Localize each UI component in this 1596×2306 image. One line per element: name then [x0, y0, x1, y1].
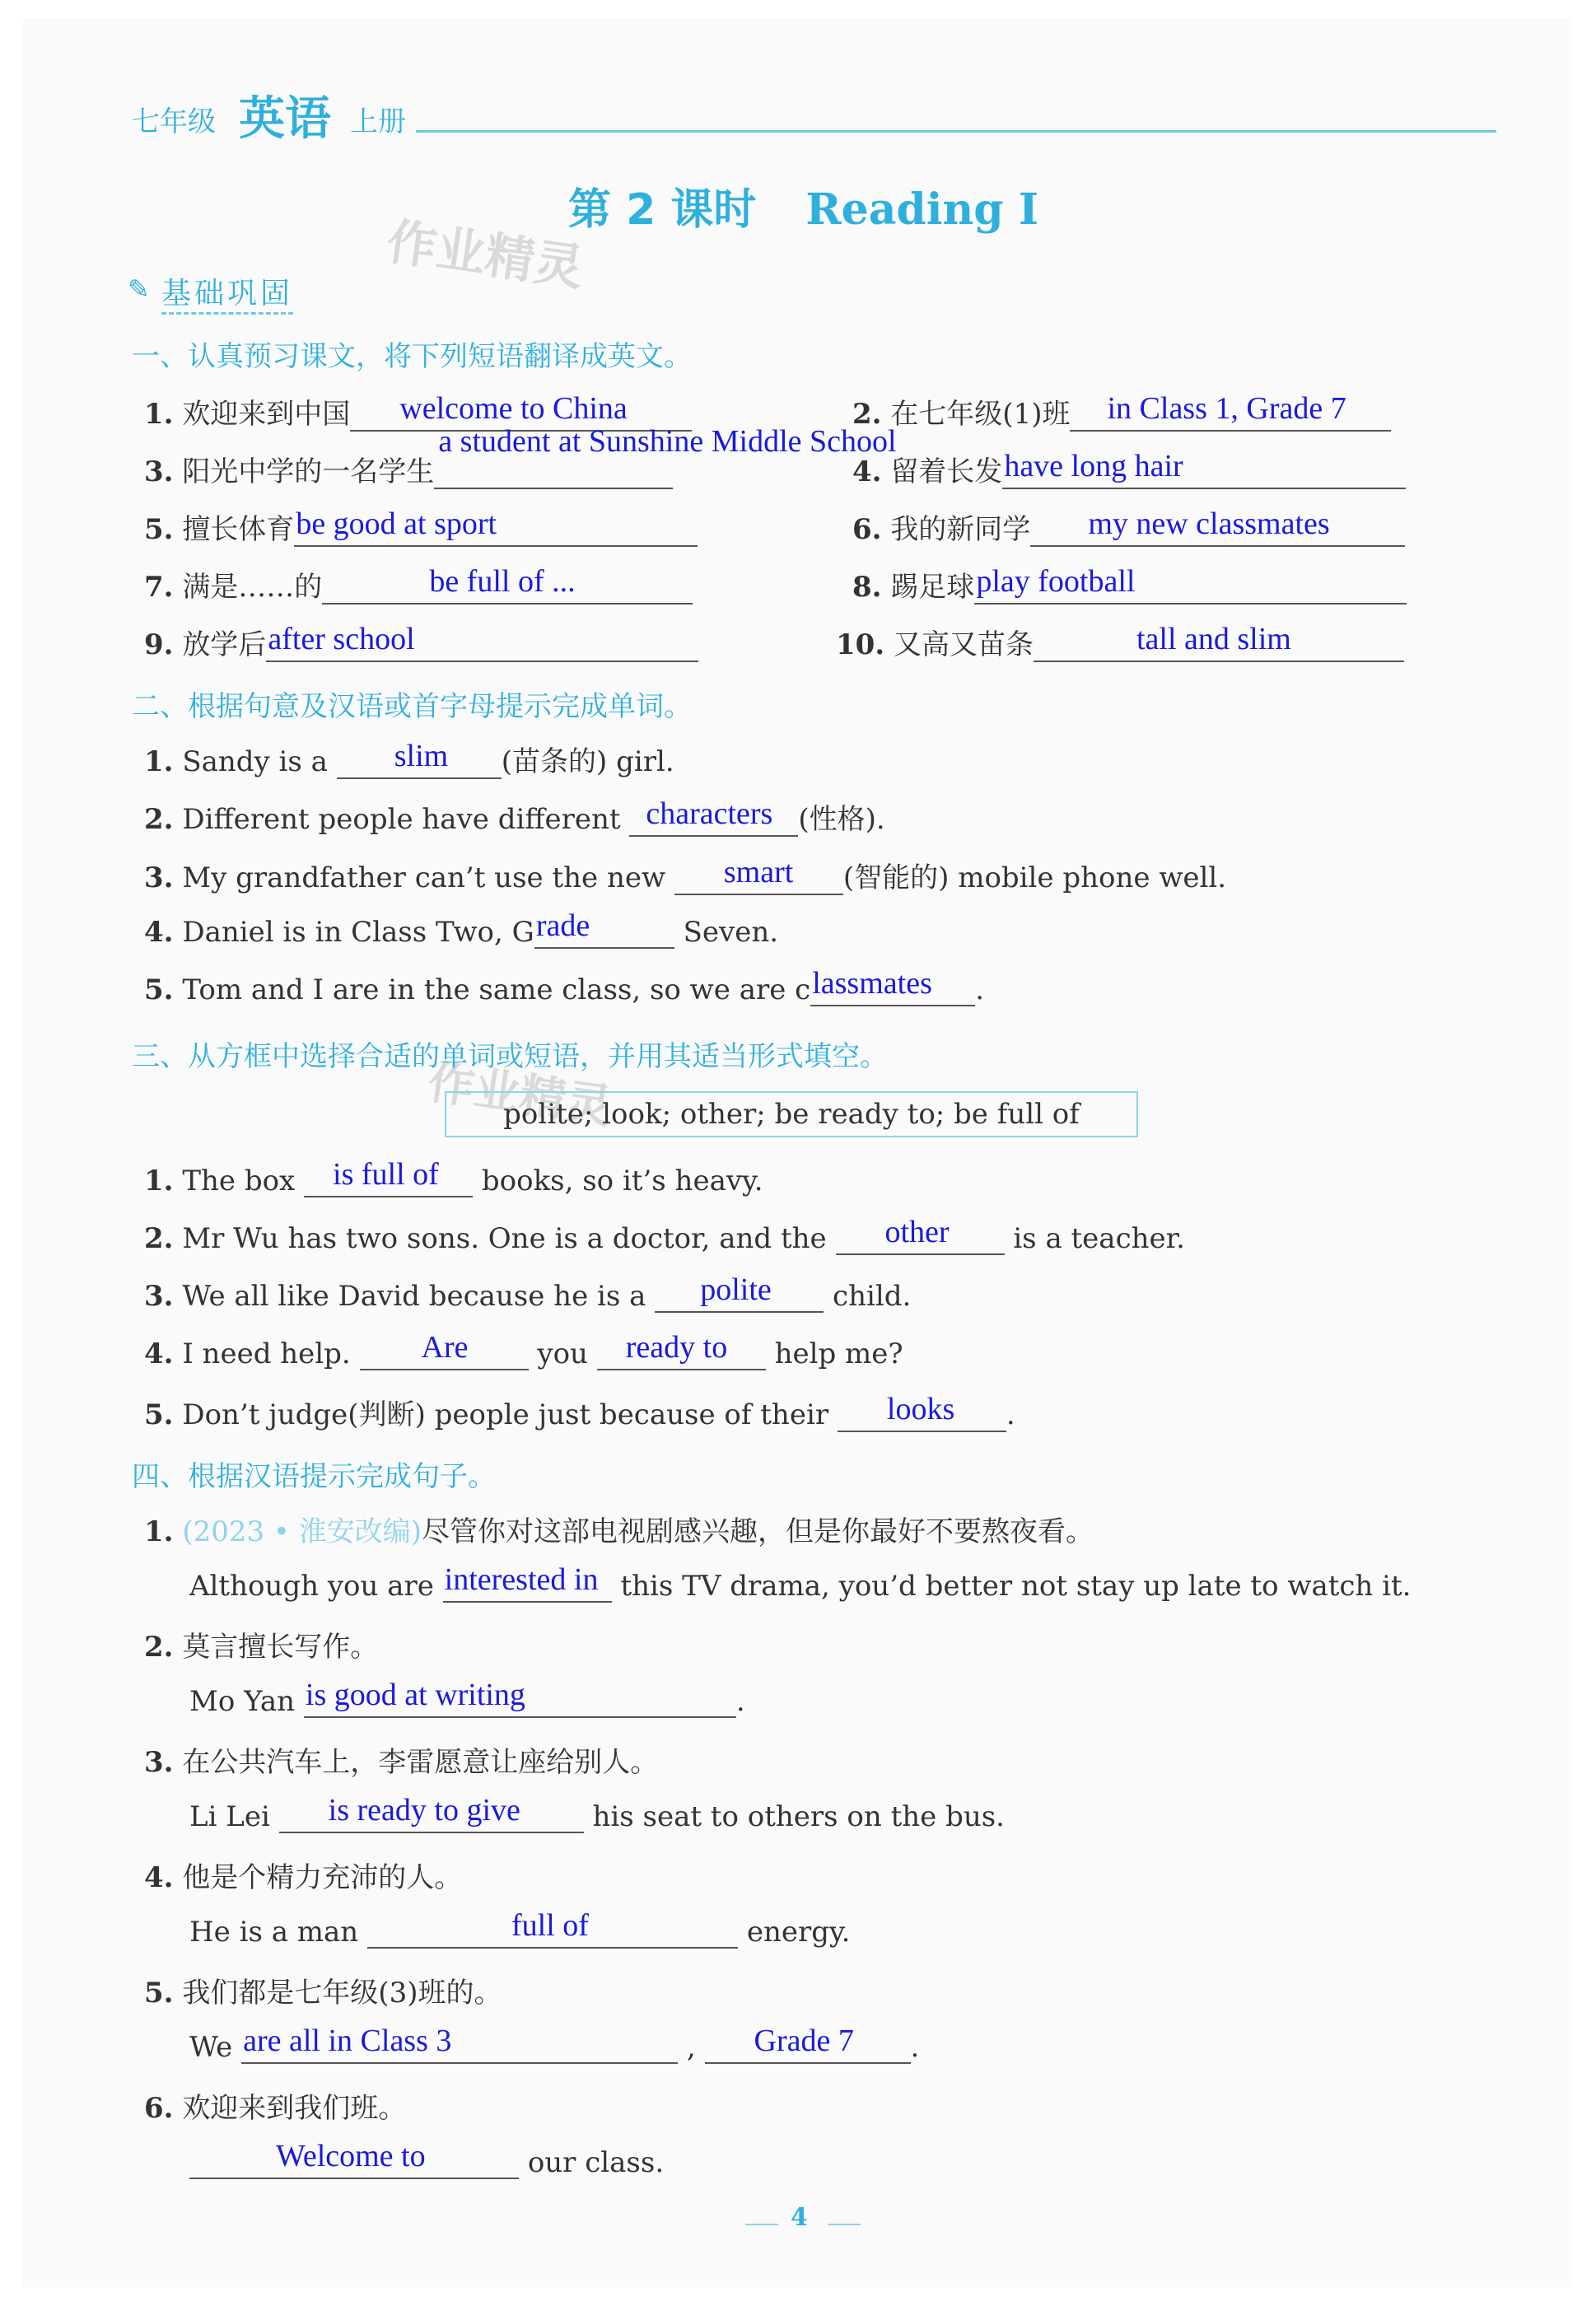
item-prompt: 我的新同学	[890, 513, 1031, 546]
answer-text: lassmates	[812, 966, 932, 1001]
s4-item-1-answer	[189, 1562, 1412, 1603]
answer-blank[interactable]	[443, 1562, 612, 1603]
answer-blank[interactable]	[434, 424, 897, 489]
answer-text: Are	[421, 1330, 469, 1365]
answer-text: slim	[394, 739, 449, 773]
answer-text: is ready to give	[328, 1793, 520, 1828]
item-text: energy.	[746, 1916, 851, 1949]
answer-text: interested in	[444, 1562, 599, 1597]
item-prompt: 我们都是七年级(3)班的。	[182, 1977, 502, 2010]
item-text: ,	[686, 2031, 696, 2064]
item-text: his seat to others on the bus.	[592, 1800, 1005, 1833]
s4-item-5-prompt	[144, 1970, 502, 2010]
page-number-dash-left	[745, 2224, 778, 2225]
s2-item-4	[144, 908, 779, 949]
answer-text: Grade 7	[754, 2024, 854, 2058]
answer-text: is good at writing	[305, 1678, 525, 1712]
header-subject: 英语	[239, 92, 331, 146]
word-bank-box: polite; look; other; be ready to; be full of	[445, 1091, 1138, 1137]
answer-text: a student at Sunshine Middle School	[438, 424, 897, 459]
answer-text: after school	[268, 622, 415, 656]
item-text: Tom and I are in the same class, so we are c	[182, 973, 811, 1006]
item-number: 3.	[144, 861, 174, 894]
item-number: 4.	[144, 1861, 174, 1894]
item-text: (性格).	[798, 803, 885, 836]
s3-item-2	[144, 1215, 1185, 1255]
item-text: .	[1006, 1398, 1015, 1431]
item-number: 7.	[144, 571, 174, 604]
item-prompt: 欢迎来到我们班。	[182, 2092, 407, 2125]
s2-item-1	[144, 739, 674, 779]
section-4-title: 四、根据汉语提示完成句子。	[132, 1460, 496, 1493]
item-text: .	[735, 1685, 745, 1718]
item-text: Different people have different	[182, 803, 621, 836]
s4-item-2-prompt	[144, 1624, 378, 1664]
item-prompt: 阳光中学的一名学生	[182, 455, 435, 488]
s1-item-8	[852, 564, 1407, 605]
answer-text: ready to	[625, 1330, 728, 1365]
item-text: .	[975, 973, 985, 1006]
answer-text: play football	[976, 564, 1136, 599]
item-number: 10.	[836, 628, 885, 661]
watermark-middle: 作业精灵	[424, 1055, 615, 1135]
item-text: Li Lei	[189, 1800, 270, 1833]
s4-item-3-answer	[189, 1793, 1005, 1833]
item-prompt: 放学后	[182, 628, 267, 661]
answer-text: be good at sport	[296, 506, 497, 541]
s4-item-2-answer	[189, 1678, 745, 1718]
item-prompt: 在七年级(1)班	[890, 398, 1071, 431]
answer-blank-2[interactable]	[597, 1330, 766, 1370]
item-text: books, so it’s heavy.	[481, 1165, 763, 1197]
s4-item-4-answer	[189, 1908, 851, 1949]
item-prompt: 擅长体育	[182, 513, 295, 546]
item-prompt: 在公共汽车上，李雷愿意让座给别人。	[182, 1746, 659, 1779]
answer-blank[interactable]	[810, 966, 975, 1006]
s1-item-10	[836, 622, 1404, 662]
s1-item-4	[852, 449, 1406, 489]
lesson-name: Reading Ⅰ	[805, 184, 1039, 235]
item-text: our class.	[527, 2146, 665, 2179]
item-text: He is a man	[189, 1916, 359, 1949]
page-number-dash-right	[828, 2224, 861, 2225]
answer-text: looks	[886, 1392, 955, 1426]
answer-blank[interactable]	[304, 1157, 473, 1197]
item-text: Don’t judge(判断) people just because of their	[182, 1398, 829, 1431]
item-number: 1.	[144, 1165, 174, 1197]
item-number: 5.	[144, 973, 174, 1006]
watermark-top: 作业精灵	[383, 212, 588, 298]
s4-item-3-prompt	[144, 1739, 658, 1780]
s2-item-2	[144, 796, 885, 837]
s1-item-9	[144, 622, 698, 662]
answer-blank[interactable]	[304, 1678, 736, 1718]
item-number: 5.	[144, 1398, 174, 1431]
answer-blank[interactable]	[367, 1908, 738, 1949]
answer-blank[interactable]	[266, 622, 698, 662]
answer-text: welcome to China	[399, 391, 628, 426]
item-text: is a teacher.	[1013, 1222, 1185, 1255]
item-text: We	[189, 2031, 233, 2064]
header-grade: 七年级	[132, 105, 216, 138]
answer-blank[interactable]	[1034, 622, 1404, 662]
item-text: you	[537, 1337, 588, 1370]
item-number: 1.	[144, 745, 174, 778]
source-note: (2023 • 淮安改编)	[182, 1515, 422, 1548]
item-text: this TV drama, you’d better not stay up late to watch it.	[620, 1570, 1412, 1603]
answer-text: rade	[535, 908, 590, 943]
s1-item-6	[852, 506, 1405, 547]
item-number: 3.	[144, 455, 174, 488]
s3-item-1	[144, 1157, 763, 1197]
item-prompt: 尽管你对这部电视剧感兴趣，但是你最好不要熬夜看。	[422, 1515, 1094, 1548]
item-prompt: 留着长发	[890, 455, 1003, 488]
answer-blank[interactable]	[279, 1793, 584, 1833]
answer-blank[interactable]	[674, 855, 843, 895]
item-number: 8.	[852, 571, 882, 604]
item-number: 6.	[852, 513, 882, 546]
s2-item-3	[144, 855, 1226, 895]
item-number: 4.	[144, 916, 174, 949]
answer-blank-2[interactable]	[705, 2024, 911, 2064]
item-text: I need help.	[182, 1337, 351, 1370]
section-tag: 基础巩固	[161, 270, 293, 315]
item-text: child.	[833, 1280, 912, 1313]
item-number: 4.	[852, 455, 882, 488]
answer-text: be full of ...	[429, 564, 576, 599]
item-number: 4.	[144, 1337, 174, 1370]
item-number: 5.	[144, 513, 174, 546]
answer-blank[interactable]	[629, 796, 798, 837]
s3-item-3	[144, 1272, 912, 1313]
answer-text: Welcome to	[276, 2139, 426, 2173]
section-3-title: 三、从方框中选择合适的单词或短语，并用其适当形式填空。	[132, 1040, 888, 1073]
item-prompt: 踢足球	[890, 571, 975, 604]
answer-text: smart	[723, 855, 794, 889]
item-prompt: 莫言擅长写作。	[182, 1631, 379, 1664]
item-text: (智能的) mobile phone well.	[842, 861, 1227, 894]
item-text: Seven.	[683, 916, 779, 949]
item-text: The box	[182, 1165, 296, 1197]
answer-text: my new classmates	[1088, 506, 1330, 541]
item-text: Mr Wu has two sons. One is a doctor, and the	[182, 1222, 827, 1255]
item-number: 3.	[144, 1280, 174, 1313]
answer-blank[interactable]	[1002, 449, 1406, 489]
s3-item-5	[144, 1392, 1015, 1432]
s4-item-1-prompt	[144, 1509, 1094, 1549]
s4-item-6-prompt	[144, 2085, 406, 2126]
s4-item-4-prompt	[144, 1855, 462, 1895]
s1-item-5	[144, 506, 698, 547]
answer-blank[interactable]	[360, 1330, 529, 1370]
answer-text: tall and slim	[1136, 622, 1291, 656]
item-text: My grandfather can’t use the new	[182, 861, 666, 894]
s1-item-2	[852, 391, 1391, 432]
answer-blank[interactable]	[974, 564, 1407, 605]
item-text: Sandy is a	[182, 745, 328, 778]
answer-blank[interactable]	[836, 1215, 1005, 1255]
answer-blank[interactable]	[322, 564, 693, 605]
page-number: 4	[791, 2203, 808, 2232]
item-text: .	[910, 2031, 920, 2064]
answer-blank[interactable]	[294, 506, 698, 547]
item-number: 2.	[144, 1631, 174, 1664]
answer-blank[interactable]	[1070, 391, 1391, 432]
s1-item-3	[144, 424, 897, 489]
item-text: Mo Yan	[189, 1685, 296, 1718]
header-rule	[416, 130, 1496, 133]
s4-item-6-answer	[189, 2139, 665, 2179]
s4-item-5-answer	[189, 2024, 920, 2064]
answer-text: other	[884, 1215, 950, 1249]
item-number: 5.	[144, 1977, 174, 2010]
answer-blank[interactable]	[1030, 506, 1405, 547]
item-text: Although you are	[189, 1570, 434, 1603]
s3-item-4	[144, 1330, 903, 1370]
item-number: 2.	[144, 1222, 174, 1255]
item-number: 2.	[852, 398, 882, 431]
answer-blank[interactable]	[337, 739, 502, 779]
answer-blank[interactable]	[189, 2139, 519, 2179]
item-number: 3.	[144, 1746, 174, 1779]
answer-blank[interactable]	[838, 1392, 1006, 1432]
item-text: Daniel is in Class Two, G	[182, 916, 534, 949]
s1-item-7	[144, 564, 693, 605]
section-1-title: 一、认真预习课文，将下列短语翻译成英文。	[132, 340, 692, 373]
answer-text: have long hair	[1004, 449, 1183, 483]
item-prompt: 满是……的	[182, 571, 323, 604]
answer-text: full of	[511, 1908, 589, 1943]
section-2-title: 二、根据句意及汉语或首字母提示完成单词。	[132, 690, 692, 723]
item-prompt: 他是个精力充沛的人。	[182, 1861, 463, 1894]
lesson-number: 第 2 课时	[568, 185, 757, 235]
item-number: 2.	[144, 803, 174, 836]
item-text: (苗条的) girl.	[501, 745, 674, 778]
pencil-icon: ✎	[128, 273, 150, 305]
answer-blank[interactable]	[534, 908, 674, 949]
item-prompt: 又高又苗条	[893, 628, 1034, 661]
lesson-title	[568, 175, 1038, 236]
answer-text: is full of	[333, 1157, 439, 1192]
answer-text: are all in Class 3	[243, 2024, 452, 2058]
item-number: 1.	[144, 1515, 174, 1548]
item-number: 9.	[144, 628, 174, 661]
item-text: We all like David because he is a	[182, 1280, 646, 1313]
answer-text: characters	[646, 796, 773, 831]
item-text: help me?	[774, 1337, 903, 1370]
item-number: 6.	[144, 2092, 174, 2125]
s2-item-5	[144, 966, 985, 1006]
item-number: 1.	[144, 398, 174, 431]
answer-text: polite	[700, 1272, 772, 1307]
answer-blank[interactable]	[655, 1272, 824, 1313]
header-volume: 上册	[350, 105, 406, 138]
answer-text: in Class 1, Grade 7	[1107, 391, 1346, 426]
item-prompt: 欢迎来到中国	[182, 398, 351, 431]
answer-blank[interactable]	[241, 2024, 678, 2064]
